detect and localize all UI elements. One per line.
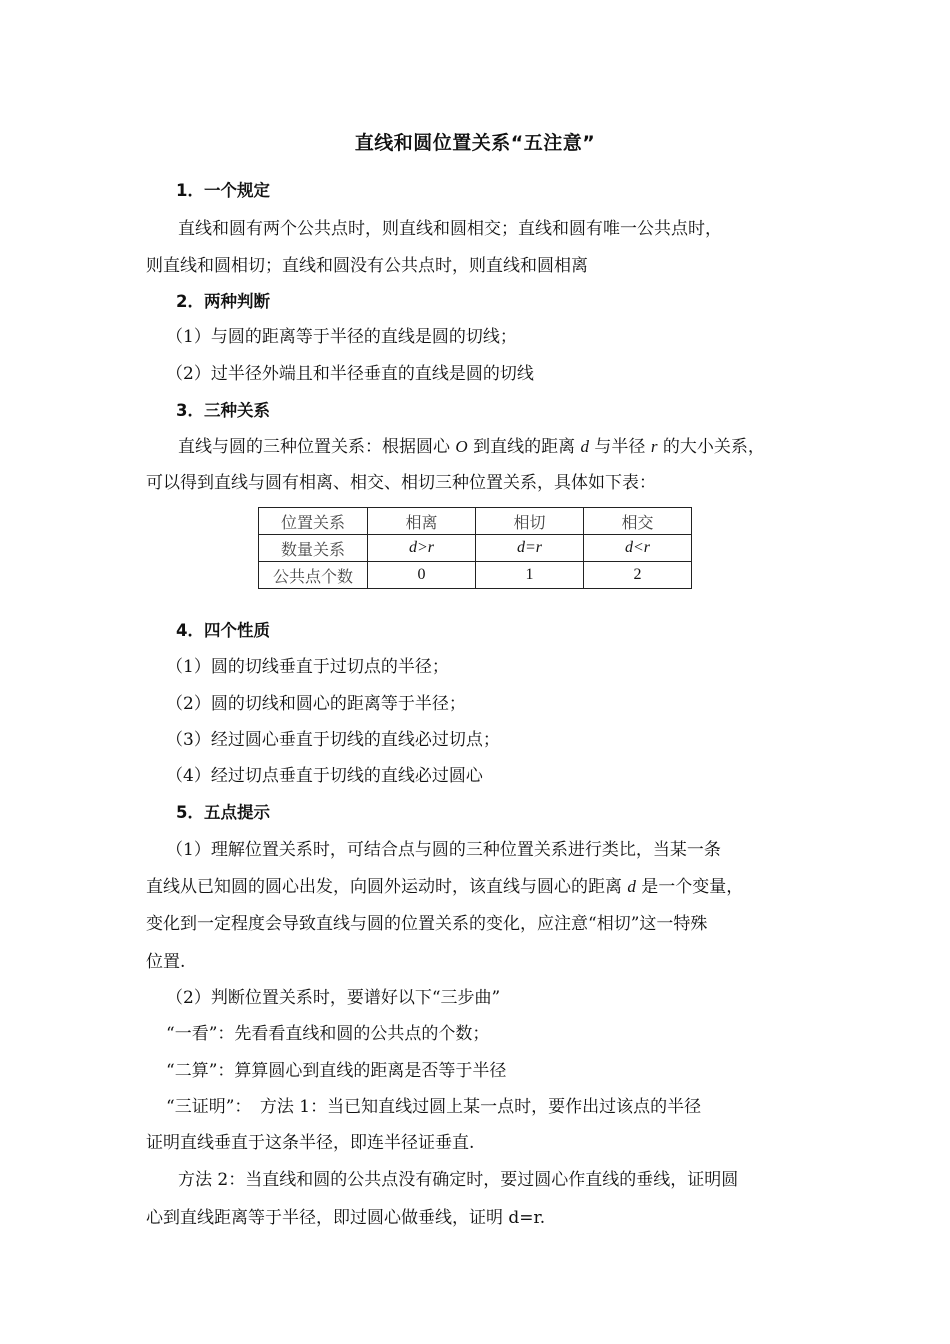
section-5-text-line-5: （2）判断位置关系时，要谱好以下“三步曲” bbox=[166, 988, 501, 1008]
table-cell: 0 bbox=[368, 562, 476, 589]
text-fragment: 与半径 bbox=[589, 437, 651, 457]
table-cell: 1 bbox=[476, 562, 584, 589]
section-5-text-line-2 bbox=[146, 877, 743, 897]
table-row bbox=[259, 508, 692, 535]
table-row bbox=[259, 562, 692, 589]
table-cell: 2 bbox=[584, 562, 692, 589]
section-5-text-line-7: “二算”：算算圆心到直线的距离是否等于半径 bbox=[166, 1061, 507, 1081]
table-cell: 相交 bbox=[584, 508, 692, 535]
section-4-item-2: （2）圆的切线和圆心的距离等于半径； bbox=[166, 694, 466, 714]
symbol-d: d bbox=[627, 877, 636, 896]
section-2-heading: 2．两种判断 bbox=[176, 292, 270, 311]
text-fragment: 是一个变量， bbox=[635, 877, 744, 897]
section-5-heading: 5．五点提示 bbox=[176, 803, 270, 822]
section-3-text-line-1 bbox=[178, 437, 765, 457]
page-title: 直线和圆位置关系“五注意” bbox=[354, 132, 596, 154]
symbol-d: d bbox=[580, 437, 589, 456]
table-header-cell: 位置关系 bbox=[259, 508, 368, 535]
table-cell: 相切 bbox=[476, 508, 584, 535]
section-5-text-line-4: 位置. bbox=[146, 952, 186, 972]
table-cell: d<r bbox=[584, 535, 692, 562]
section-2-item-2: （2）过半径外端且和半径垂直的直线是圆的切线 bbox=[166, 364, 534, 384]
table-header-cell: 公共点个数 bbox=[259, 562, 368, 589]
section-3-heading: 3．三种关系 bbox=[176, 401, 270, 420]
text-fragment: 的大小关系， bbox=[657, 437, 765, 457]
text-fragment: 到直线的距离 bbox=[467, 437, 581, 457]
section-2-item-1: （1）与圆的距离等于半径的直线是圆的切线； bbox=[166, 327, 517, 347]
symbol-r: r bbox=[650, 437, 658, 456]
relation-table bbox=[258, 507, 692, 589]
text-fragment: 直线与圆的三种位置关系：根据圆心 bbox=[178, 437, 456, 457]
table-cell: d=r bbox=[476, 535, 584, 562]
section-5-text-line-3: 变化到一定程度会导致直线与圆的位置关系的变化，应注意“相切”这一特殊 bbox=[146, 914, 708, 934]
section-4-item-3: （3）经过圆心垂直于切线的直线必过切点； bbox=[166, 730, 500, 750]
section-4-item-4: （4）经过切点垂直于切线的直线必过圆心 bbox=[166, 766, 483, 786]
section-5-text-line-9: 证明直线垂直于这条半径，即连半径证垂直. bbox=[146, 1133, 475, 1153]
text-fragment: 直线从已知圆的圆心出发，向圆外运动时，该直线与圆心的距离 bbox=[146, 877, 628, 897]
symbol-O: O bbox=[455, 437, 468, 456]
section-1-text-line-1: 直线和圆有两个公共点时，则直线和圆相交；直线和圆有唯一公共点时， bbox=[178, 219, 722, 239]
section-5-text-line-1: （1）理解位置关系时，可结合点与圆的三种位置关系进行类比，当某一条 bbox=[166, 840, 721, 860]
table-cell: 相离 bbox=[368, 508, 476, 535]
section-5-text-line-8: “三证明”： 方法 1：当已知直线过圆上某一点时，要作出过该点的半径 bbox=[166, 1097, 702, 1117]
table-row bbox=[259, 535, 692, 562]
section-4-heading: 4．四个性质 bbox=[176, 621, 270, 640]
table-header-cell: 数量关系 bbox=[259, 535, 368, 562]
section-5-text-line-10: 方法 2：当直线和圆的公共点没有确定时，要过圆心作直线的垂线，证明圆 bbox=[178, 1170, 739, 1190]
section-1-heading: 1．一个规定 bbox=[176, 181, 270, 200]
table-cell: d>r bbox=[368, 535, 476, 562]
section-5-text-line-6: “一看”：先看看直线和圆的公共点的个数； bbox=[166, 1024, 490, 1044]
section-5-text-line-11: 心到直线距离等于半径，即过圆心做垂线，证明 d=r. bbox=[146, 1208, 546, 1228]
section-4-item-1: （1）圆的切线垂直于过切点的半径； bbox=[166, 657, 449, 677]
section-1-text-line-2: 则直线和圆相切；直线和圆没有公共点时，则直线和圆相离 bbox=[146, 256, 588, 276]
section-3-text-line-2: 可以得到直线与圆有相离、相交、相切三种位置关系，具体如下表： bbox=[146, 473, 656, 493]
